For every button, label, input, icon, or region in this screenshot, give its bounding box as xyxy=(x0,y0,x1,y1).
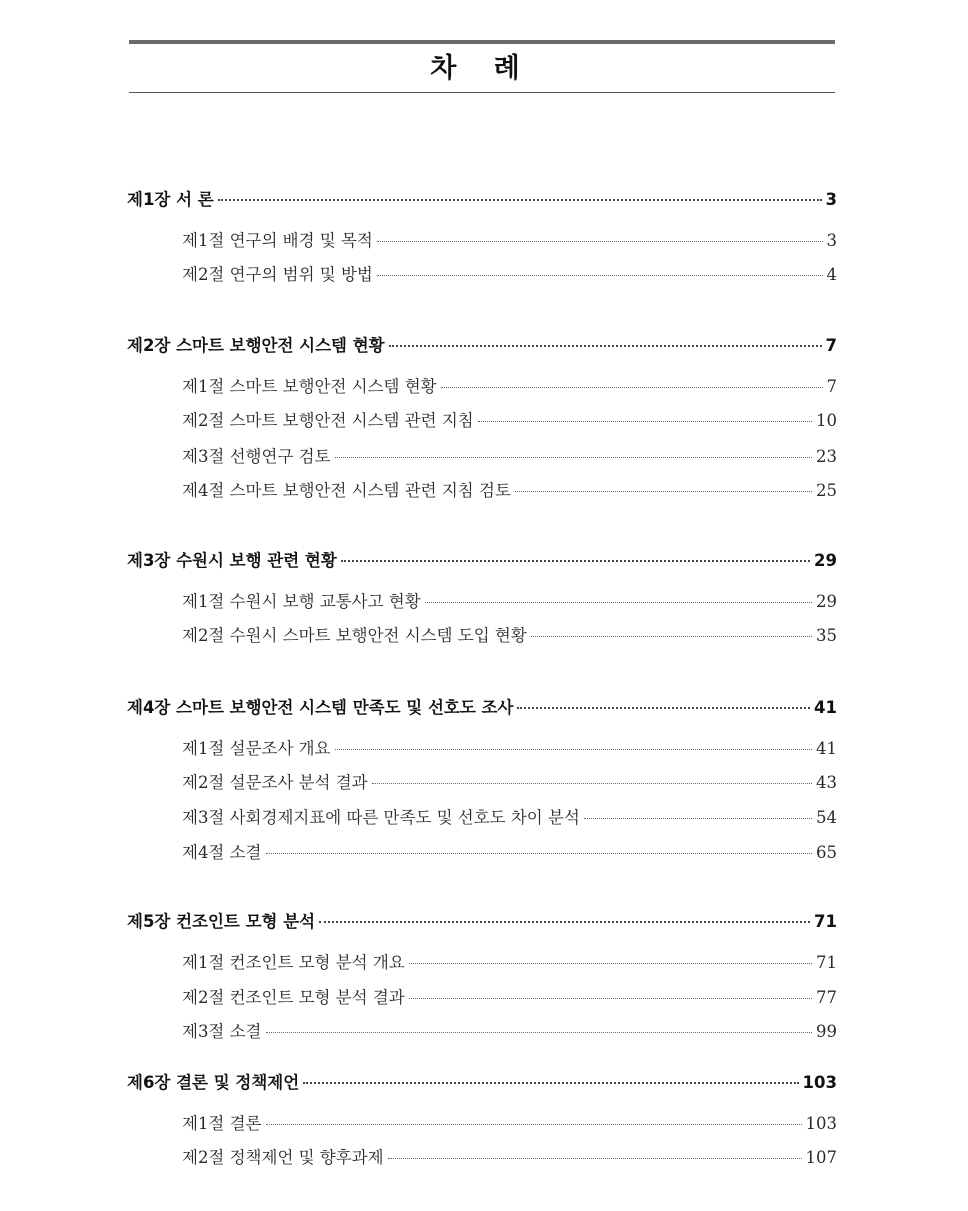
dot-leader xyxy=(319,921,810,923)
chapter-title: 제5장 컨조인트 모형 분석 xyxy=(127,912,316,931)
toc-chapter-entry xyxy=(127,332,837,356)
section-title: 제1절 결론 xyxy=(182,1114,262,1133)
section-page-number: 43 xyxy=(816,773,837,792)
toc-section-entry xyxy=(182,1110,837,1134)
section-page-number: 25 xyxy=(816,481,837,500)
page-title: 차 례 xyxy=(430,53,534,84)
chapter-title: 제4장 스마트 보행안전 시스템 만족도 및 선호도 조사 xyxy=(127,698,514,717)
toc-section-entry xyxy=(182,261,837,285)
toc-chapter-entry xyxy=(127,694,837,718)
section-title: 제2절 수원시 스마트 보행안전 시스템 도입 현황 xyxy=(182,626,527,645)
chapter-page-number: 7 xyxy=(825,336,837,355)
section-title: 제2절 연구의 범위 및 방법 xyxy=(182,265,373,284)
toc-section-entry xyxy=(182,769,837,793)
dot-leader xyxy=(515,491,812,492)
dot-leader xyxy=(266,1124,802,1125)
toc-chapter-entry xyxy=(127,908,837,932)
dot-leader xyxy=(425,602,812,603)
chapter-title: 제3장 수원시 보행 관련 현황 xyxy=(127,551,337,570)
chapter-page-number: 3 xyxy=(825,190,837,209)
dot-leader xyxy=(409,998,812,999)
toc-section-entry xyxy=(182,804,837,828)
section-title: 제1절 컨조인트 모형 분석 개요 xyxy=(182,953,405,972)
section-page-number: 103 xyxy=(805,1114,837,1133)
section-page-number: 54 xyxy=(816,808,837,827)
dot-leader xyxy=(478,421,812,422)
section-page-number: 29 xyxy=(816,592,837,611)
section-page-number: 65 xyxy=(816,843,837,862)
section-page-number: 99 xyxy=(816,1022,837,1041)
section-page-number: 35 xyxy=(816,626,837,645)
section-title: 제1절 연구의 배경 및 목적 xyxy=(182,231,373,250)
toc-section-entry xyxy=(182,949,837,973)
section-page-number: 4 xyxy=(826,265,837,284)
dot-leader xyxy=(584,818,812,819)
dot-leader xyxy=(377,241,823,242)
chapter-page-number: 103 xyxy=(802,1073,837,1092)
dot-leader xyxy=(266,853,813,854)
section-title: 제2절 스마트 보행안전 시스템 관련 지침 xyxy=(182,411,474,430)
dot-leader xyxy=(341,560,810,562)
section-page-number: 10 xyxy=(816,411,837,430)
chapter-title: 제6장 결론 및 정책제언 xyxy=(127,1073,300,1092)
dot-leader xyxy=(409,963,812,964)
toc-section-entry xyxy=(182,622,837,646)
section-page-number: 41 xyxy=(816,739,837,758)
section-title: 제3절 선행연구 검토 xyxy=(182,447,331,466)
dot-leader xyxy=(266,1032,813,1033)
chapter-title: 제1장 서 론 xyxy=(127,190,214,209)
toc-section-entry xyxy=(182,227,837,251)
toc-section-entry xyxy=(182,588,837,612)
section-page-number: 77 xyxy=(816,988,837,1007)
toc-chapter-entry xyxy=(127,1069,837,1093)
section-page-number: 71 xyxy=(816,953,837,972)
dot-leader xyxy=(388,1158,802,1159)
dot-leader xyxy=(389,345,822,347)
dot-leader xyxy=(377,275,823,276)
section-title: 제2절 컨조인트 모형 분석 결과 xyxy=(182,988,405,1007)
chapter-page-number: 29 xyxy=(814,551,837,570)
dot-leader xyxy=(335,457,813,458)
section-title: 제4절 스마트 보행안전 시스템 관련 지침 검토 xyxy=(182,481,511,500)
chapter-title: 제2장 스마트 보행안전 시스템 현황 xyxy=(127,336,385,355)
toc-section-entry xyxy=(182,373,837,397)
dot-leader xyxy=(372,783,812,784)
dot-leader xyxy=(517,707,810,709)
toc-section-entry xyxy=(182,984,837,1008)
toc-section-entry xyxy=(182,477,837,501)
dot-leader xyxy=(531,636,812,637)
section-title: 제2절 정책제언 및 향후과제 xyxy=(182,1148,384,1167)
toc-section-entry xyxy=(182,1018,837,1042)
toc-section-entry xyxy=(182,1144,837,1168)
section-page-number: 107 xyxy=(805,1148,837,1167)
dot-leader xyxy=(303,1082,798,1084)
section-title: 제3절 사회경제지표에 따른 만족도 및 선호도 차이 분석 xyxy=(182,808,580,827)
toc-chapter-entry xyxy=(127,547,837,571)
dot-leader xyxy=(218,199,822,201)
section-page-number: 7 xyxy=(826,377,837,396)
toc-chapter-entry xyxy=(127,186,837,210)
section-title: 제4절 소결 xyxy=(182,843,262,862)
chapter-page-number: 71 xyxy=(814,912,837,931)
toc-section-entry xyxy=(182,443,837,467)
dot-leader xyxy=(441,387,823,388)
section-title: 제3절 소결 xyxy=(182,1022,262,1041)
section-title: 제1절 설문조사 개요 xyxy=(182,739,331,758)
dot-leader xyxy=(335,749,813,750)
toc-section-entry xyxy=(182,735,837,759)
section-page-number: 3 xyxy=(826,231,837,250)
section-title: 제1절 스마트 보행안전 시스템 현황 xyxy=(182,377,437,396)
section-title: 제2절 설문조사 분석 결과 xyxy=(182,773,368,792)
toc-section-entry xyxy=(182,407,837,431)
chapter-page-number: 41 xyxy=(814,698,837,717)
section-page-number: 23 xyxy=(816,447,837,466)
toc-section-entry xyxy=(182,839,837,863)
section-title: 제1절 수원시 보행 교통사고 현황 xyxy=(182,592,421,611)
